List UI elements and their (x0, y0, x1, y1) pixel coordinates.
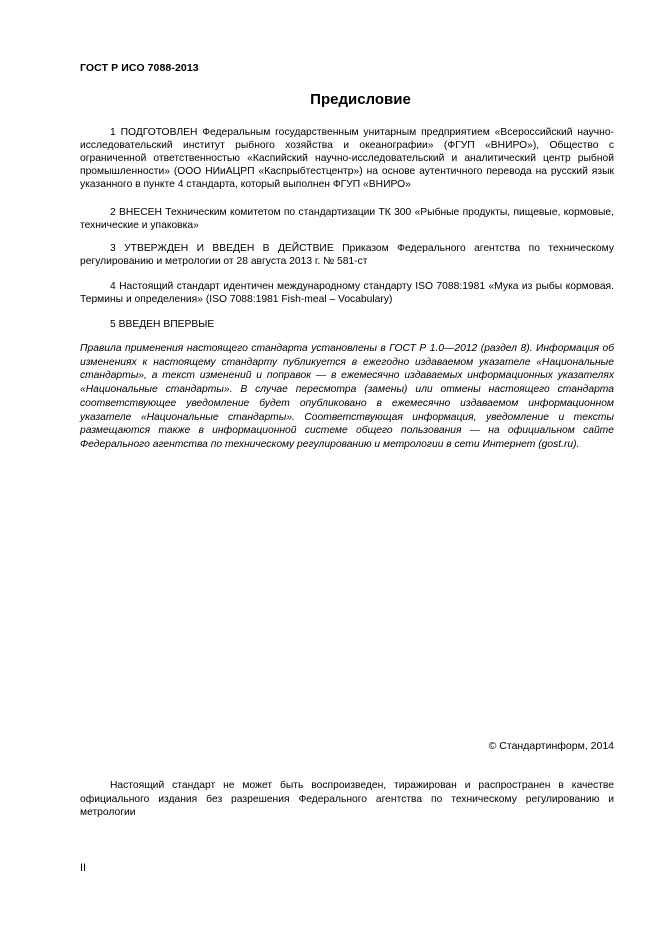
standard-code-header: ГОСТ Р ИСО 7088-2013 (80, 62, 199, 74)
section-title: Предисловие (310, 91, 411, 108)
foreword-paragraph-4: 4 Настоящий стандарт идентичен международному стандарту ISO 7088:1981 «Мука из рыбы кормовая. Термины и определения» (ISO 7088:1981 Fish-meal – Vocabulary) (80, 281, 614, 305)
application-rules-note: Правила применения настоящего стандарта установлены в ГОСТ Р 1.0—2012 (раздел 8). Информация об изменениях к настоящему стандарту публикуется в ежегодно издаваемом указателе «Национальные стандарты», а текст изменений и поправок — в ежемесячно издаваемых информационных указателях «Национальные стандарты». В случае пересмотра (замены) или отмены настоящего стандарта соответствующее уведомление будет опубликовано в ежемесячно издаваемом информационном указателе «Национальные стандарты». Соответствующая информация, уведомление и тексты размещаются также в информационной системе общего пользования — на официальном сайте Федерального агентства по техническому регулированию и метрологии в сети Интернет (gost.ru). (80, 343, 614, 450)
copyright-line: © Стандартинформ, 2014 (488, 740, 614, 752)
foreword-paragraph-2: 2 ВНЕСЕН Техническим комитетом по стандартизации ТК 300 «Рыбные продукты, пищевые, кормовые, технические и упаковка» (80, 207, 614, 231)
page-number: II (80, 862, 87, 874)
reproduction-notice: Настоящий стандарт не может быть воспроизведен, тиражирован и распространен в качестве официального издания без разрешения Федерального агентства по техническому регулированию и метрологии (80, 780, 614, 818)
foreword-paragraph-3: 3 УТВЕРЖДЕН И ВВЕДЕН В ДЕЙСТВИЕ Приказом Федерального агентства по техническому регулированию и метрологии от 28 августа 2013 г. № 581-ст (80, 243, 614, 267)
foreword-paragraph-1: 1 ПОДГОТОВЛЕН Федеральным государственным унитарным предприятием «Всероссийский научно-исследовательский институт рыбного хозяйства и океанографии» (ФГУП «ВНИРО»), Общество с ограниченной ответственностью «Каспийский научно-исследовательский и аналитический центр рыбной промышленности» (ООО НИиАЦРП «Каспрыбтестцентр») на основе аутентичного перевода на русский язык указанного в пункте 4 стандарта, который выполнен ФГУП «ВНИРО» (80, 127, 614, 190)
foreword-paragraph-5: 5 ВВЕДЕН ВПЕРВЫЕ (110, 319, 215, 330)
